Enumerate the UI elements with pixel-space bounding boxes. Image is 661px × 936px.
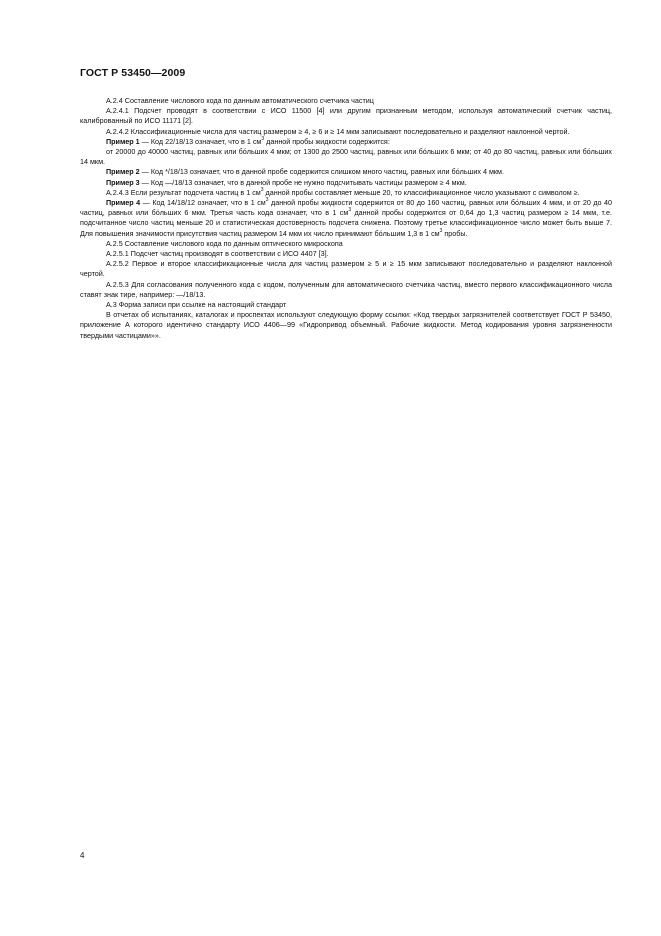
example-1: Пример 1 — Код 22/18/13 означает, что в 1 $см^3$ данной пробы жидкости содержится: [106,135,390,146]
example-label: Пример 4 [106,198,141,208]
example-label: Пример 1 [106,136,140,146]
document-body [80,96,612,341]
section-a-2-4-heading: А.2.4 Составление числового кода по данным автоматического счетчика частиц [106,96,374,105]
paragraph-a-2-4-2: А.2.4.2 Классификационные числа для частиц размером ≥ 4, ≥ 6 и ≥ 14 мкм записывают последовательно и разделяют наклонной чертой. [106,126,570,136]
section-a-2-5-heading: А.2.5 Составление числового кода по данным оптического микроскопа [106,238,343,248]
example-3: Пример 3 — Код —/18/13 означает, что в данной пробе не нужно подсчитывать частицы размером ≥ 4 мкм. [106,177,467,187]
page-number: 4 [80,851,85,860]
example-label: Пример 2 [106,167,140,177]
paragraph-a-2-4-3: А.2.4.3 Если результат подсчета частиц в 1 $см^3$ данной пробы составляет меньше 20, то классификационное число указывают с символом ≥. [106,186,580,197]
section-a-3-heading: А.3 Форма записи при ссылке на настоящий стандарт [106,300,287,310]
paragraph-a-2-5-2: А.2.5.2 Первое и второе классификационные числа для частиц размером ≥ 5 и ≥ 15 мкм записывают последовательно и разделяют наклонной чертой. [80,259,612,279]
paragraph-a-2-5-3: А.2.5.3 Для согласования полученного кода с кодом, полученным для автоматического счетчика частиц, вместо первого классификационного числа ставят знак тире, например: —/18/13. [80,279,612,299]
example-label: Пример 3 [106,177,140,187]
document-header: ГОСТ Р 53450—2009 [80,67,186,79]
example-2: Пример 2 — Код */18/13 означает, что в данной пробе содержится слишком много частиц, равных или бо́льших 4 мкм. [106,167,504,177]
example-1-details: от 20000 до 40000 частиц, равных или бо́льших 4 мкм; от 1300 до 2500 частиц, равных или бо́льших 6 мкм; от 40 до 80 частиц, равных или бо́льших 14 мкм. [80,147,612,167]
paragraph-a-2-5-1: А.2.5.1 Подсчет частиц производят в соответствии с ИСО 4407 [3]. [106,249,329,259]
paragraph-a-3-text: В отчетах об испытаниях, каталогах и проспектах используют следующую форму ссылки: «Код твердых загрязнителей соответствует ГОСТ Р 53450, приложение А которого идентично стандарту ИСО 4406—99 «Гидропривод объемный. Рабочие жидкости. Метод кодирования уровня загрязненности твердыми частицами»». [80,310,612,340]
paragraph-a-2-4-1: А.2.4.1 Подсчет проводят в соответствии с ИСО 11500 [4] или другим признанным методом, используя автоматический счетчик частиц, калиброванный по ИСО 11171 [2]. [80,106,612,126]
example-4: Пример 4 — Код 14/18/12 означает, что в 1 $см^3$ данной пробы жидкости содержится от 80 до 160 частиц, равных или бо́льших 4 мкм, и от 20 до 40 частиц, равных или бо́льших 6 мкм. Третья часть кода означает, что в 1 $см^3$ данной пробы содержится от 0,64 до 1,3 частиц размером ≥ 14 мкм, т.е. подсчитанное число частиц меньше 20 и статистическая достоверность подсчета снижена. Поэтому третье классификационное число может быть выше 7. Для повышения значимости присутствия частиц размером 14 мкм их число принимают бо́льшим 1,3 в 1 $см^3$ пробы. [80,197,613,238]
